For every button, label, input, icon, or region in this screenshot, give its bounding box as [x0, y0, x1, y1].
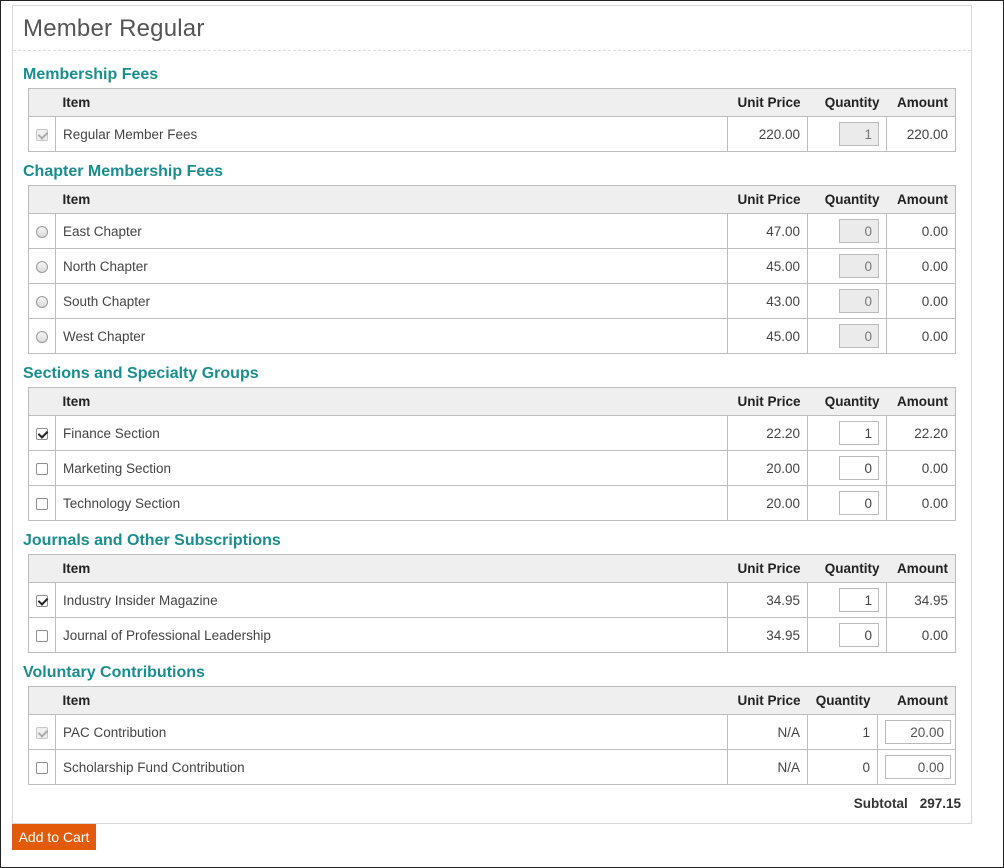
- header-amount: Amount: [887, 388, 956, 416]
- industry-insider-checkbox[interactable]: [36, 595, 48, 607]
- header-item: Item: [56, 89, 728, 117]
- header-unit-price: Unit Price: [728, 555, 808, 583]
- west-chapter-radio[interactable]: [36, 331, 48, 343]
- section-title: Sections and Specialty Groups: [23, 365, 259, 382]
- table-row: [29, 416, 956, 451]
- header-select: [29, 89, 56, 117]
- table-row: [29, 117, 956, 152]
- journal-leadership-checkbox[interactable]: [36, 630, 48, 642]
- chapter-fees-table: [28, 185, 956, 354]
- header-item: Item: [56, 555, 728, 583]
- header-amount: Amount: [887, 186, 956, 214]
- quantity-input[interactable]: 1: [839, 421, 879, 445]
- unit-price: 34.95: [728, 618, 808, 653]
- membership-fees-section: [23, 62, 969, 152]
- table-row: [29, 249, 956, 284]
- item-label: North Chapter: [56, 249, 728, 284]
- quantity-input[interactable]: 0: [839, 623, 879, 647]
- quantity-input[interactable]: 0: [839, 289, 879, 313]
- item-label: Journal of Professional Leadership: [56, 618, 728, 653]
- subtotal: [854, 796, 961, 811]
- unit-price: 20.00: [728, 451, 808, 486]
- header-item: Item: [56, 687, 728, 715]
- quantity: 1: [808, 715, 878, 750]
- item-label: East Chapter: [56, 214, 728, 249]
- quantity-input[interactable]: 1: [839, 122, 879, 146]
- header-unit-price: Unit Price: [728, 687, 808, 715]
- header-unit-price: Unit Price: [728, 186, 808, 214]
- table-header: [29, 687, 956, 715]
- scholarship-fund-checkbox[interactable]: [36, 762, 48, 774]
- amount-input[interactable]: 20.00: [885, 720, 951, 744]
- amount: 22.20: [887, 416, 956, 451]
- specialty-groups-table: [28, 387, 956, 521]
- table-row: [29, 750, 956, 785]
- section-title: Membership Fees: [23, 66, 159, 83]
- quantity-input[interactable]: 0: [839, 491, 879, 515]
- amount: 0.00: [887, 319, 956, 354]
- contributions-section: [23, 660, 969, 785]
- chapter-fees-section: [23, 159, 969, 354]
- table-row: [29, 451, 956, 486]
- finance-section-checkbox[interactable]: [36, 428, 48, 440]
- regular-member-fees-checkbox[interactable]: [36, 129, 48, 141]
- quantity-input[interactable]: 0: [839, 219, 879, 243]
- amount: 0.00: [887, 451, 956, 486]
- subtotal-label: Subtotal: [853, 796, 908, 811]
- subtotal-value: 297.15: [919, 796, 961, 811]
- header-item: Item: [56, 388, 728, 416]
- unit-price: 34.95: [728, 583, 808, 618]
- quantity-input[interactable]: 0: [839, 254, 879, 278]
- item-label: Marketing Section: [56, 451, 728, 486]
- item-label: Technology Section: [56, 486, 728, 521]
- marketing-section-checkbox[interactable]: [36, 463, 48, 475]
- header-item: Item: [56, 186, 728, 214]
- header-amount: Amount: [887, 555, 956, 583]
- table-row: [29, 618, 956, 653]
- quantity-input[interactable]: 0: [839, 456, 879, 480]
- table-row: [29, 284, 956, 319]
- section-title: Chapter Membership Fees: [23, 163, 224, 180]
- amount: 34.95: [887, 583, 956, 618]
- item-label: Scholarship Fund Contribution: [56, 750, 728, 785]
- unit-price: 45.00: [728, 249, 808, 284]
- header-unit-price: Unit Price: [728, 388, 808, 416]
- unit-price: 45.00: [728, 319, 808, 354]
- amount-input[interactable]: 0.00: [885, 755, 951, 779]
- quantity-input[interactable]: 0: [839, 324, 879, 348]
- table-row: [29, 583, 956, 618]
- header-quantity: Quantity: [808, 555, 887, 583]
- section-title: Journals and Other Subscriptions: [23, 532, 281, 549]
- section-title: Voluntary Contributions: [23, 664, 205, 681]
- product-panel: [12, 5, 972, 824]
- table-row: [29, 715, 956, 750]
- table-header: [29, 388, 956, 416]
- amount: 0.00: [887, 486, 956, 521]
- south-chapter-radio[interactable]: [36, 296, 48, 308]
- header-amount: Amount: [887, 89, 956, 117]
- table-header: [29, 555, 956, 583]
- unit-price: N/A: [728, 750, 808, 785]
- header-quantity: Quantity: [808, 89, 887, 117]
- header-quantity: Quantity: [808, 687, 878, 715]
- amount: 0.00: [887, 214, 956, 249]
- table-row: [29, 214, 956, 249]
- quantity-input[interactable]: 1: [839, 588, 879, 612]
- north-chapter-radio[interactable]: [36, 261, 48, 273]
- journals-table: [28, 554, 956, 653]
- header-quantity: Quantity: [808, 186, 887, 214]
- table-row: [29, 486, 956, 521]
- header-select: [29, 388, 56, 416]
- page-title: Member Regular: [13, 6, 971, 51]
- unit-price: 47.00: [728, 214, 808, 249]
- table-row: [29, 319, 956, 354]
- quantity: 0: [808, 750, 878, 785]
- pac-contribution-checkbox[interactable]: [36, 727, 48, 739]
- east-chapter-radio[interactable]: [36, 226, 48, 238]
- header-unit-price: Unit Price: [728, 89, 808, 117]
- unit-price: 22.20: [728, 416, 808, 451]
- unit-price: N/A: [728, 715, 808, 750]
- journals-section: [23, 528, 969, 653]
- amount: 0.00: [887, 618, 956, 653]
- technology-section-checkbox[interactable]: [36, 498, 48, 510]
- item-label: Finance Section: [56, 416, 728, 451]
- table-header: [29, 186, 956, 214]
- membership-fees-table: [28, 88, 956, 152]
- item-label: Industry Insider Magazine: [56, 583, 728, 618]
- specialty-groups-section: [23, 361, 969, 521]
- header-select: [29, 555, 56, 583]
- unit-price: 20.00: [728, 486, 808, 521]
- header-amount: Amount: [878, 687, 956, 715]
- unit-price: 43.00: [728, 284, 808, 319]
- unit-price: 220.00: [728, 117, 808, 152]
- contributions-table: [28, 686, 956, 785]
- item-label: South Chapter: [56, 284, 728, 319]
- item-label: West Chapter: [56, 319, 728, 354]
- amount: 220.00: [887, 117, 956, 152]
- item-label: Regular Member Fees: [56, 117, 728, 152]
- header-quantity: Quantity: [808, 388, 887, 416]
- amount: 0.00: [887, 284, 956, 319]
- amount: 0.00: [887, 249, 956, 284]
- table-header: [29, 89, 956, 117]
- header-select: [29, 687, 56, 715]
- add-to-cart-button[interactable]: Add to Cart: [12, 824, 96, 850]
- header-select: [29, 186, 56, 214]
- item-label: PAC Contribution: [56, 715, 728, 750]
